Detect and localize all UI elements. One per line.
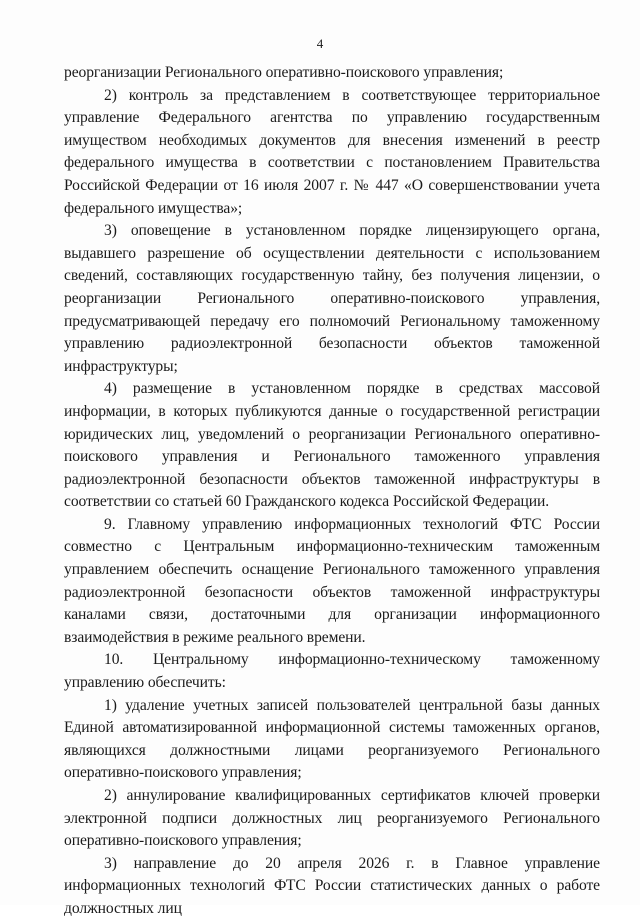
page-number: 4 xyxy=(316,36,324,51)
paragraph-clause-10: 10. Центральному информационно-техническому таможенному управлению обеспечить: xyxy=(64,651,600,692)
paragraph-clause-9: 9. Главному управлению информационных технологий ФТС России совместно с Центральным информационно-техническим таможенным управлением обеспечить оснащение Регионального таможенного управления радиоэлектронной безопасности объектов таможенной инфраструктуры каналами связи, достаточными для организации информационного взаимодействия в режиме реального времени. xyxy=(64,515,600,646)
paragraph-subitem-1: 1) удаление учетных записей пользователей центральной базы данных Единой автоматизированной информационной системы таможенных органов, являющихся должностными лицами реорганизуемого Регионального оперативно-поискового управления; xyxy=(64,696,600,782)
paragraph-item-4: 4) размещение в установленном порядке в средствах массовой информации, в которых публикуются данные о государственной регистрации юридических лиц, уведомлений о реорганизации Регионального оперативно-поискового управления и Регионального таможенного управления радиоэлектронной безопасности объектов таможенной инфраструктуры в соответствии со статьей 60 Гражданского кодекса Российской Федерации. xyxy=(64,380,600,511)
document-body xyxy=(64,62,600,921)
paragraph-item-3: 3) оповещение в установленном порядке лицензирующего органа, выдавшего разрешение об осуществлении деятельности с использованием сведений, составляющих государственную тайну, без получения лицензии, о реорганизации Регионального оперативно-поискового управления, предусматривающей передачу его полномочий Региональному таможенному управлению радиоэлектронной безопасности объектов таможенной инфраструктуры; xyxy=(64,222,600,375)
paragraph-subitem-2: 2) аннулирование квалифицированных сертификатов ключей проверки электронной подписи должностных лиц реорганизуемого Регионального оперативно-поискового управления; xyxy=(64,787,600,850)
paragraph-item-2: 2) контроль за представлением в соответствующее территориальное управление Федерального агентства по управлению государственным имуществом необходимых документов для внесения изменений в реестр федерального имущества в соответствии с постановлением Правительства Российской Федерации от 16 июля 2007 г. № 447 «О совершенствовании учета федерального имущества»; xyxy=(64,86,600,217)
paragraph-continuation: реорганизации Регионального оперативно-поискового управления; xyxy=(64,64,504,81)
paragraph-subitem-3: 3) направление до 20 апреля 2026 г. в Главное управление информационных технологий ФТС России статистических данных о работе должностных лиц xyxy=(64,854,600,917)
